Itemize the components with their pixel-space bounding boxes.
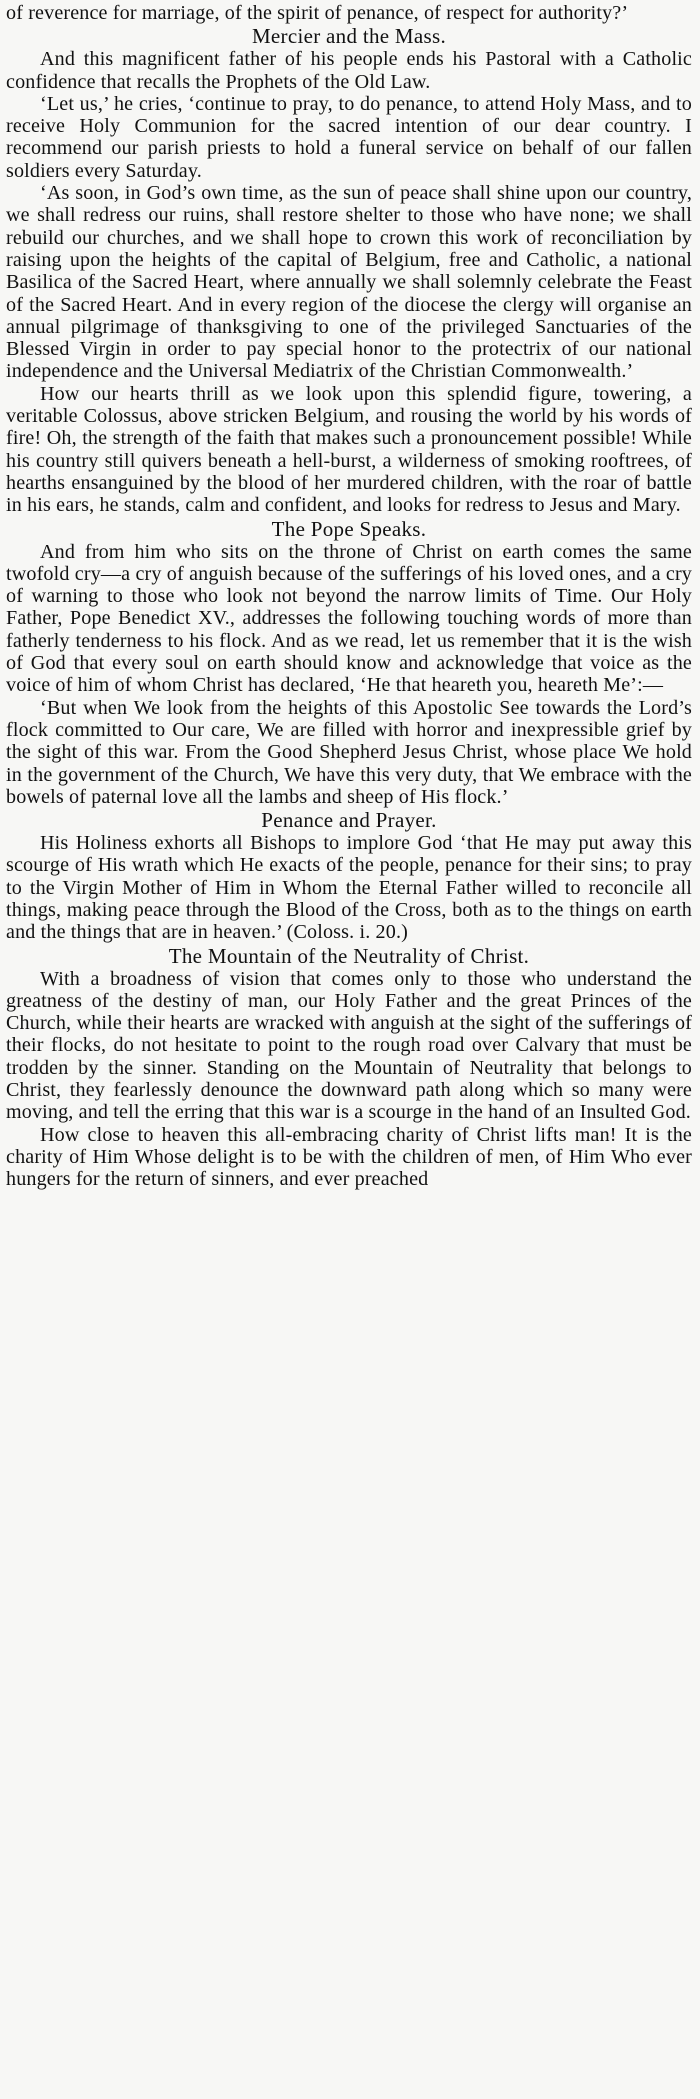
paragraph: How close to heaven this all-embracing charity of Christ lifts man! It is the charity of Him Whose delight is to be with the children of men, of Him Who ever hungers for the return of sinners, and ever preached: [6, 1123, 692, 1191]
heading-penance-and-prayer: Penance and Prayer.: [261, 808, 437, 833]
paragraph: His Holiness exhorts all Bishops to implore God ‘that He may put away this scourge of His wrath which He exacts of the people, penance for their sins; to pray to the Virgin Mother of Him in Whom the Eternal Father willed to reconcile all things, making peace through the Blood of the Cross, both as to the things on earth and the things that are in heaven.’ (Coloss. i. 20.): [6, 832, 692, 944]
paragraph: ‘But when We look from the heights of this Apostolic See towards the Lord’s flock committed to Our care, We are filled with horror and inexpressible grief by the sight of this war. From the Good Shepherd Jesus Christ, whose place We hold in the government of the Church, We have this very duty, that We embrace with the bowels of paternal love all the lambs and sheep of His flock.’: [6, 696, 692, 808]
paragraph: And this magnificent father of his people ends his Pastoral with a Catholic confidence that recalls the Prophets of the Old Law.: [6, 48, 692, 93]
paragraph: How our hearts thrill as we look upon this splendid figure, towering, a veritable Colossus, above stricken Belgium, and rousing the world by his words of fire! Oh, the strength of the faith that makes such a pronouncement possible! While his country still quivers beneath a hell-burst, a wilderness of smoking rooftrees, of hearths ensanguined by the blood of her murdered children, with the roar of battle in his ears, he stands, calm and confident, and looks for redress to Jesus and Mary.: [6, 382, 692, 517]
paragraph: ‘Let us,’ he cries, ‘continue to pray, to do penance, to attend Holy Mass, and to receive Holy Communion for the sacred intention of our dear country. I recommend our parish priests to hold a funeral service on behalf of our fallen soldiers every Saturday.: [6, 92, 692, 182]
paragraph-continued: of reverence for marriage, of the spirit of penance, of respect for authority?’: [6, 2, 629, 24]
paragraph: And from him who sits on the throne of Christ on earth comes the same twofold cry—a cry of anguish because of the sufferings of his loved ones, and a cry of warning to those who look not beyond the narrow limits of Time. Our Holy Father, Pope Benedict XV., addresses the following touching words of more than fatherly tenderness to his flock. And as we read, let us remember that it is the wish of God that every soul on earth should know and acknowledge that voice as the voice of him of whom Christ has declared, ‘He that heareth you, heareth Me’:—: [6, 540, 692, 697]
heading-mountain-of-neutrality: The Mountain of the Neutrality of Christ.: [168, 943, 530, 968]
heading-the-pope-speaks: The Pope Speaks.: [271, 516, 427, 541]
heading-mercier-and-the-mass: Mercier and the Mass.: [251, 24, 447, 49]
paragraph: With a broadness of vision that comes only to those who understand the greatness of the destiny of man, our Holy Father and the great Princes of the Church, while their hearts are wracked with anguish at the sight of the sufferings of their flocks, do not hesitate to point to the rough road over Calvary that must be trodden by the sinner. Standing on the Mountain of Neutrality that belongs to Christ, they fearlessly denounce the downward path along which so many were moving, and tell the erring that this war is a scourge in the hand of an Insulted God.: [6, 967, 692, 1124]
paragraph: ‘As soon, in God’s own time, as the sun of peace shall shine upon our country, we shall redress our ruins, shall restore shelter to those who have none; we shall rebuild our churches, and we shall hope to crown this work of reconciliation by raising upon the heights of the capital of Belgium, free and Catholic, a national Basilica of the Sacred Heart, where annually we shall solemnly celebrate the Feast of the Sacred Heart. And in every region of the diocese the clergy will organise an annual pilgrimage of thanksgiving to one of the privileged Sanctuaries of the Blessed Virgin in order to pay special honor to the protectrix of our national independence and the Universal Mediatrix of the Christian Commonwealth.’: [6, 182, 692, 383]
